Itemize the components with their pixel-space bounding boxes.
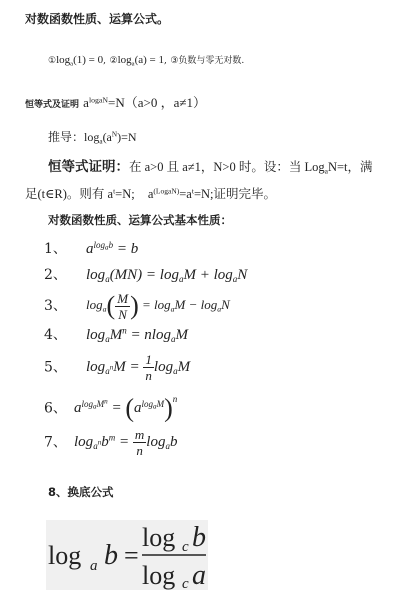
svg-text:c: c xyxy=(182,576,189,590)
formula-2: 2、 $\log_a(MN) = \log_aM + \log_aN$ xyxy=(44,267,248,285)
svg-text:b: b xyxy=(192,522,206,553)
change-of-base-svg xyxy=(46,520,208,590)
derivation-line: 推导：$\log_a(a^N)=N$ xyxy=(48,130,137,146)
formula-4: 4、 $\log_aM^n = nlog_aM$ xyxy=(44,325,188,345)
svg-text:a: a xyxy=(192,560,206,590)
basic-properties-title: 对数函数性质、运算公式基本性质： xyxy=(48,213,232,227)
page-title: 对数函数性质、运算公式。 xyxy=(25,12,170,26)
identity-line: 恒等式及证明 $a^{logaN}=N(a>0$ ，a≠1） xyxy=(25,95,206,110)
svg-text:log: log xyxy=(142,523,176,552)
svg-text:log: log xyxy=(48,541,82,570)
section-8-title: 8、换底公式 xyxy=(48,485,114,499)
change-of-base-formula xyxy=(46,520,208,590)
svg-text:log: log xyxy=(142,561,176,590)
formula-7: 7、 $\log_{a^n}b^m$ = $\frac{m}{n}$ $\log_ab$ xyxy=(44,427,178,458)
svg-text:b: b xyxy=(104,540,118,571)
formula-5: 5、 $\log_{a^n}M$ = $\frac{1}{n}$ $\log_aM$ xyxy=(44,352,191,383)
svg-text:=: = xyxy=(124,541,139,570)
svg-text:a: a xyxy=(90,558,98,574)
basic-properties-line: $①\log_a(1) = 0$, $②\log_a(a) = 1$, ③负数与零无对数. xyxy=(48,54,245,68)
svg-text:c: c xyxy=(182,539,189,555)
formula-3: 3、 $\log_a$( $\frac{M}{N}$ ) = $\log_aM - \log_aN$ xyxy=(44,291,230,322)
formula-6: 6、 $a^{logaM^n} = (a^{logaM})^n$ xyxy=(44,393,178,423)
proof-line-2: 足(t∈R)。则有 $a^t=N$; $a^{(LogaN)}=a^t=N$;证明完毕。 xyxy=(25,186,276,201)
formula-1: 1、 $a^{logab} = b$ xyxy=(44,239,139,257)
proof-line-1: 恒等式证明：在 a>0 且 a≠1，N>0 时。设：当 Log$_a$N=t，满 xyxy=(48,159,373,176)
